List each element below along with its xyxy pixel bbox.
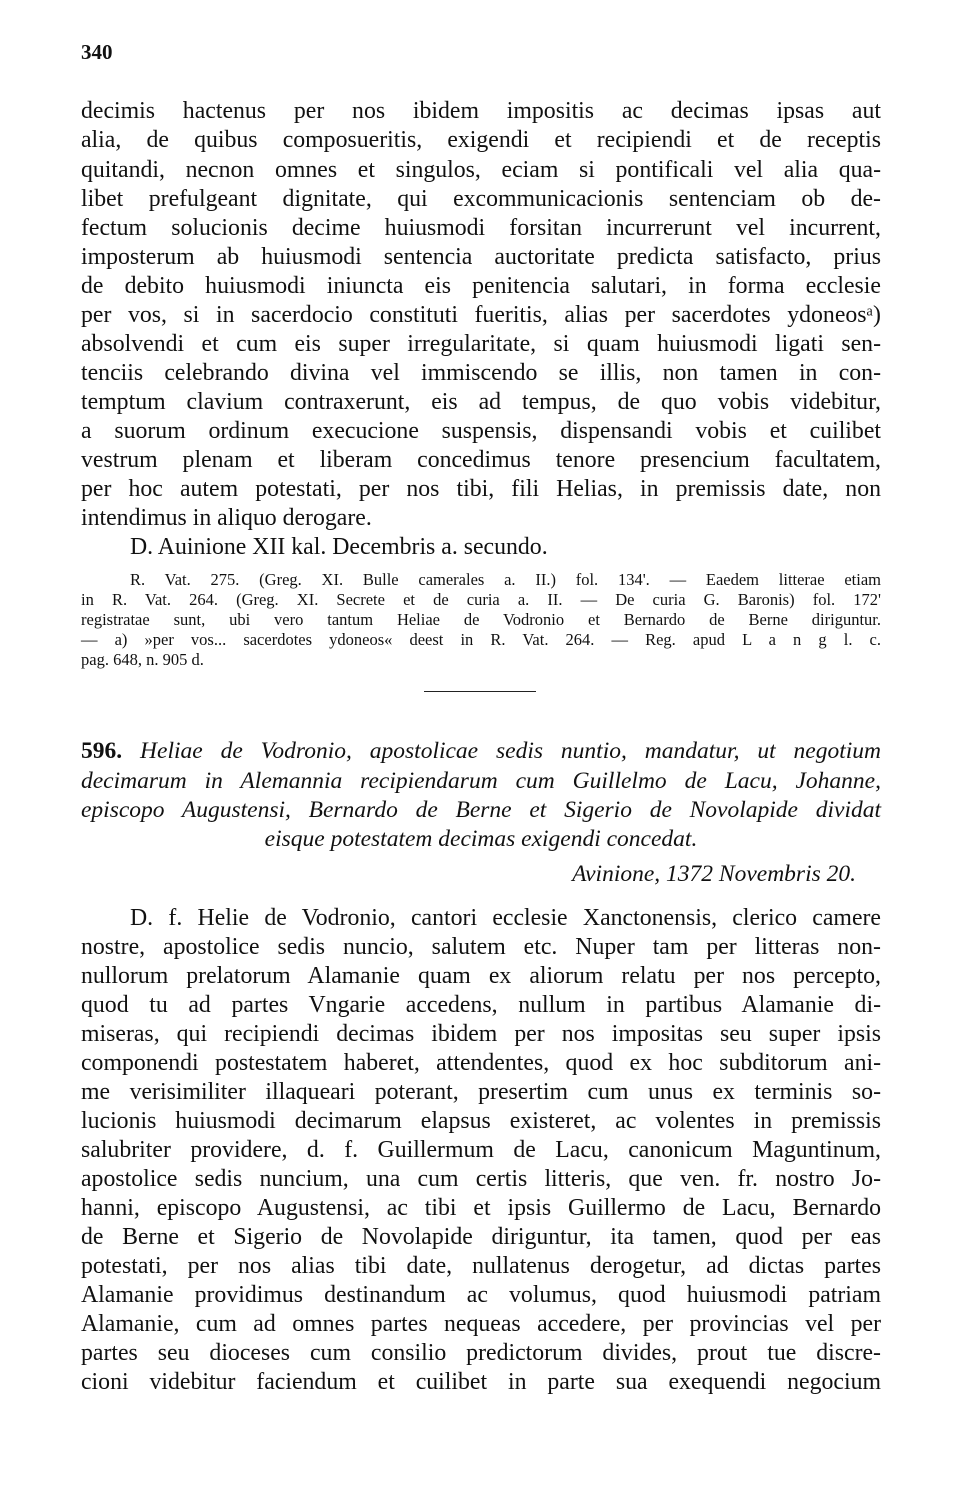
text-line: componendi postestatem haberet, attendentes, quod ex hoc subditorum ani- (81, 1050, 881, 1076)
text-line: temptum clavium contraxerunt, eis ad tempus, de quo vobis videbitur, (81, 389, 881, 415)
section-divider (424, 691, 536, 692)
text-line: Alamanie providimus destinandum ac volumus, quod huiusmodi patriam (81, 1282, 881, 1308)
text-line: nostre, apostolice sedis nuncio, salutem etc. Nuper tam per litteras non- (81, 934, 881, 960)
dating-line: D. Auinione XII kal. Decembris a. secundo. (130, 534, 548, 560)
text-line: fectum solucionis decime huiusmodi forsitan incurrerunt vel incurrent, (81, 215, 881, 241)
note-line: R. Vat. 275. (Greg. XI. Bulle camerales a. II.) fol. 134'. — Eaedem litterae etiam (130, 570, 881, 589)
note-line: — a) »per vos... sacerdotes ydoneos« deest in R. Vat. 264. — Reg. apud L a n g l. c. (81, 630, 881, 649)
note-line: registratae sunt, ubi vero tantum Heliae de Vodronio et Bernardo de Berne diriguntur. (81, 610, 881, 629)
text-line: hanni, episcopo Augustensi, ac tibi et ipsis Guillermo de Lacu, Bernardo (81, 1195, 881, 1221)
text-line: potestati, per nos alias tibi date, nullatenus derogetur, ad dictas partes (81, 1253, 881, 1279)
heading-line: decimarum in Alemannia recipiendarum cum Guillelmo de Lacu, Johanne, (81, 768, 881, 794)
text-line: quitandi, necnon omnes et singulos, eciam si pontificali vel alia qua- (81, 157, 881, 183)
text-line: quod tu ad partes Vngarie accedens, nullum in partibus Alamanie di- (81, 992, 881, 1018)
heading-text: Heliae de Vodronio, apostolicae sedis nuntio, mandatur, ut negotium (140, 738, 882, 764)
text-line: salubriter providere, d. f. Guillermum de Lacu, canonicum Maguntinum, (81, 1137, 881, 1163)
place-date: Avinione, 1372 Novembris 20. (572, 861, 856, 887)
text-line: a suorum ordinum execucione suspensis, dispensandi vobis et cuilibet (81, 418, 881, 444)
document-number: 596. (81, 738, 123, 764)
text-line: per hoc autem potestati, per nos tibi, fili Helias, in premissis date, non (81, 476, 881, 502)
text-line: de Berne et Sigerio de Novolapide diriguntur, ita tamen, quod per eas (81, 1224, 881, 1250)
heading-line (81, 738, 881, 765)
text-line: cioni videbitur faciendum et cuilibet in parte sua exequendi negocium (81, 1369, 881, 1395)
text-line: intendimus in aliquo derogare. (81, 505, 372, 531)
note-line: pag. 648, n. 905 d. (81, 650, 204, 669)
text-line: de debito huiusmodi iniuncta eis penitencia salutari, in forma ecclesie (81, 273, 881, 299)
heading-line: eisque potestatem decimas exigendi concedat. (264, 826, 698, 852)
text-line: apostolice sedis nuncium, una cum certis litteris, que ven. fr. nostro Jo- (81, 1166, 881, 1192)
text-line: absolvendi et cum eis super irregularitate, si quam huiusmodi ligati sen- (81, 331, 881, 357)
text-line: alia, de quibus composueritis, exigendi et recipiendi et de receptis (81, 127, 881, 153)
text-line: vestrum plenam et liberam concedimus tenore presencium facultatem, (81, 447, 881, 473)
text-line: Alamanie, cum ad omnes partes nequeas accedere, per provincias vel per (81, 1311, 881, 1337)
text-line: miseras, qui recipiendi decimas ibidem per nos impositas seu super ipsis (81, 1021, 881, 1047)
text-line: libet prefulgeant dignitate, qui excommunicacionis sentenciam ob de- (81, 186, 881, 212)
note-line: in R. Vat. 264. (Greg. XI. Secrete et de curia a. II. — De curia G. Baronis) fol. 172' (81, 590, 881, 609)
text-line: decimis hactenus per nos ibidem impositis ac decimas ipsas aut (81, 98, 881, 124)
text-line: D. f. Helie de Vodronio, cantori ecclesie Xanctonensis, clerico camere (130, 905, 881, 931)
text-line: partes seu dioceses cum consilio predictorum divides, prout tue discre- (81, 1340, 881, 1366)
text-line: tenciis celebrando divina vel immiscendo se illis, non tamen in con- (81, 360, 881, 386)
heading-line: episcopo Augustensi, Bernardo de Berne et Sigerio de Novolapide dividat (81, 797, 881, 823)
text-line: nullorum prelatorum Alamanie quam ex aliorum relatu per nos percepto, (81, 963, 881, 989)
page-number: 340 (81, 40, 113, 64)
text-line: per vos, si in sacerdocio constituti fueritis, alias per sacerdotes ydoneosᵃ) (81, 302, 881, 328)
text-line: imposterum ab huiusmodi sentencia auctoritate predicta satisfacto, prius (81, 244, 881, 270)
text-line: me verisimiliter illaqueari poterant, presertim cum unus ex terminis so- (81, 1079, 881, 1105)
text-line: lucionis huiusmodi decimarum elapsus existeret, ac volentes in premissis (81, 1108, 881, 1134)
